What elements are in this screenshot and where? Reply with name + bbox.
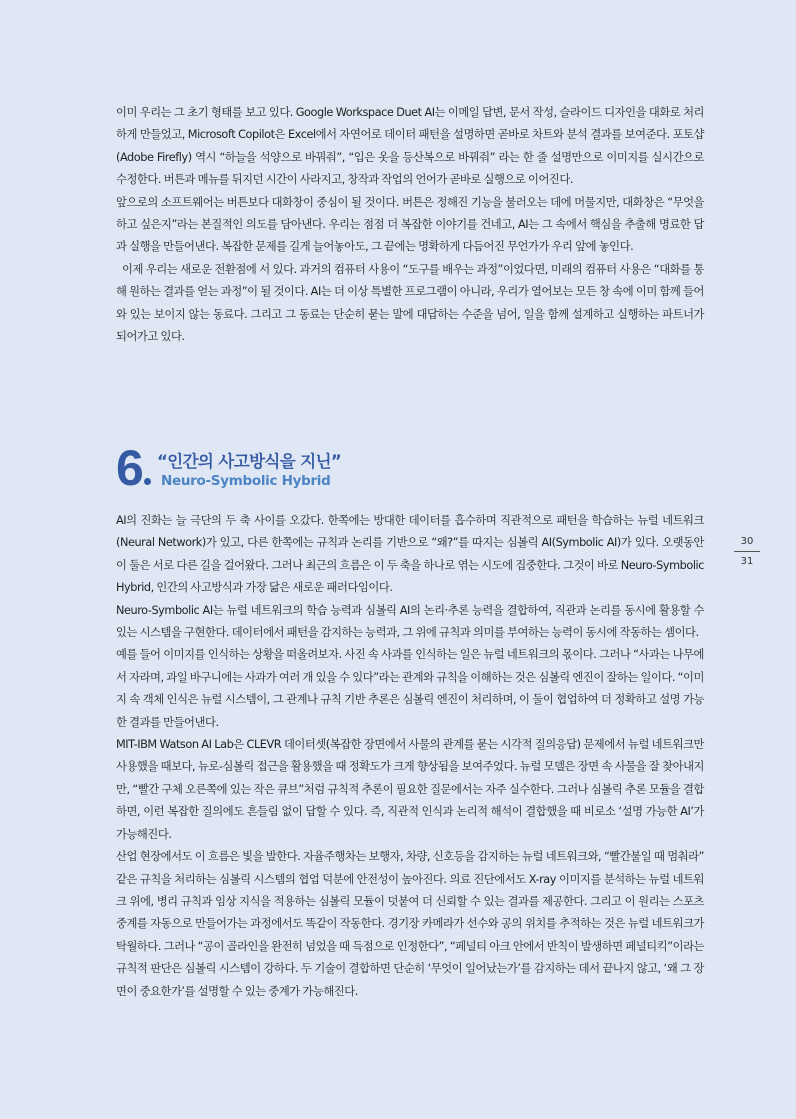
paragraph: AI의 진화는 늘 극단의 두 축 사이를 오갔다. 한쪽에는 방대한 데이터를 흡수하며 직관적으로 패턴을 학습하는 뉴럴 네트워크(Neural Network)가 있고, 다른 한쪽에는 규칙과 논리를 기반으로 “왜?”를 따지는 심볼릭 AI(Symbolic AI)가 있다. 오랫동안 이 둘은 서로 다른 길을 걸어왔다. 그러나 최근의 흐름은 이 두 축을 하나로 엮는 시도에 집중한다. 그것이 바로 Neuro-Symbolic Hybrid, 인간의 사고방식과 가장 닮은 새로운 패러다임이다. [116, 514, 704, 595]
section-number: 6 [116, 440, 144, 496]
page-number-divider [734, 551, 760, 552]
paragraph: 이제 우리는 새로운 전환점에 서 있다. 과거의 컴퓨터 사용이 “도구를 배우는 과정”이었다면, 미래의 컴퓨터 사용은 “대화를 통해 원하는 결과를 얻는 과정”이 될 것이다. AI는 더 이상 특별한 프로그램이 아니라, 우리가 열어보는 모든 창 속에 이미 함께 들어와 있는 보이지 않는 동료다. 그리고 그 동료는 단순히 묻는 말에 대답하는 수준을 넘어, 일을 함께 설계하고 실행하는 파트너가 되어가고 있다. [116, 262, 704, 344]
section-title: “인간의 사고방식을 지닌” [157, 452, 342, 471]
page-numbers [732, 533, 762, 570]
paragraph: 앞으로의 소프트웨어는 버튼보다 대화창이 중심이 될 것이다. 버튼은 정해진 기능을 불러오는 데에 머물지만, 대화창은 “무엇을 하고 싶은지”라는 본질적인 의도를 담아낸다. 우리는 점점 더 복잡한 이야기를 건네고, AI는 그 속에서 핵심을 추출해 명료한 답과 실행을 만들어낸다. 복잡한 문제를 길게 늘어놓아도, 그 끝에는 명확하게 다듬어진 무언가가 우리 앞에 놓인다. [116, 195, 704, 254]
intro-text [116, 102, 704, 348]
paragraph: 예를 들어 이미지를 인식하는 상황을 떠올려보자. 사진 속 사과를 인식하는 일은 뉴럴 네트워크의 몫이다. 그러나 “사과는 나무에서 자라며, 과일 바구니에는 사과가 여러 개 있을 수 있다”라는 관계와 규칙을 이해하는 것은 심볼릭 엔진이 잘하는 일이다. “이미지 속 객체 인식은 뉴럴 시스템이, 그 관계나 규칙 기반 추론은 심볼릭 엔진이 처리하며, 이 둘이 협업하여 더 정확하고 설명 가능한 결과를 만들어낸다. [116, 648, 704, 729]
paragraph: 산업 현장에서도 이 흐름은 빛을 발한다. 자율주행차는 보행자, 차량, 신호등을 감지하는 뉴럴 네트워크와, “빨간불일 때 멈춰라” 같은 규칙을 처리하는 심볼릭 시스템의 협업 덕분에 안전성이 높아진다. 의료 진단에서도 X-ray 이미지를 분석하는 뉴럴 네트워크 위에, 병리 규칙과 임상 지식을 적용하는 심볼릭 모듈이 덧붙여 더 신뢰할 수 있는 결과를 제공한다. 그리고 이 원리는 스포츠 중계를 자동으로 만들어가는 과정에서도 똑같이 작동한다. 경기장 카메라가 선수와 공의 위치를 추적하는 것은 뉴럴 네트워크가 탁월하다. 그러나 “공이 골라인을 완전히 넘었을 때 득점으로 인정한다”, “페널티 아크 안에서 반칙이 발생하면 페널티킥”이라는 규칙적 판단은 심볼릭 시스템이 강하다. 두 기술이 결합하면 단순히 ‘무엇이 일어났는가’를 감지하는 데서 끝나지 않고, ‘왜 그 장면이 중요한가’를 설명할 수 있는 중계가 가능해진다. [116, 850, 705, 998]
paragraph: Neuro-Symbolic AI는 뉴럴 네트워크의 학습 능력과 심볼릭 AI의 논리·추론 능력을 결합하여, 직관과 논리를 동시에 활용할 수 있는 시스템을 구현한다. 데이터에서 패턴을 감지하는 능력과, 그 위에 규칙과 의미를 부여하는 능력이 동시에 작동하는 셈이다. [116, 603, 704, 640]
paragraph: 이미 우리는 그 초기 형태를 보고 있다. Google Workspace Duet AI는 이메일 답변, 문서 작성, 슬라이드 디자인을 대화로 처리하게 만들었고, Microsoft Copilot은 Excel에서 자연어로 데이터 패턴을 설명하면 곧바로 차트와 분석 결과를 보여준다. 포토샵(Adobe Firefly) 역시 “하늘을 석양으로 바꿔줘”, “입은 옷을 등산복으로 바꿔줘” 라는 한 줄 설명만으로 이미지를 실시간으로 수정한다. 버튼과 메뉴를 뒤지던 시간이 사라지고, 창작과 작업의 언어가 곧바로 실행으로 이어진다. [116, 106, 704, 187]
page-number-right: 31 [740, 556, 754, 567]
section-body [116, 510, 704, 1003]
section-heading [116, 440, 516, 496]
page-number-left: 30 [740, 536, 754, 547]
section-subtitle: Neuro-Symbolic Hybrid [161, 473, 331, 489]
paragraph: MIT-IBM Watson AI Lab은 CLEVR 데이터셋(복잡한 장면에서 사물의 관계를 묻는 시각적 질의응답) 문제에서 뉴럴 네트워크만 사용했을 때보다, 뉴로-심볼릭 접근을 활용했을 때 정확도가 크게 향상됨을 보여주었다. 뉴럴 모델은 장면 속 사물을 잘 찾아내지만, “빨간 구체 오른쪽에 있는 작은 큐브”처럼 규칙적 추론이 필요한 질문에서는 자주 실수한다. 그러나 심볼릭 추론 모듈을 결합하면, 이런 복잡한 질의에도 흔들림 없이 답할 수 있다. 즉, 직관적 인식과 논리적 해석이 결합했을 때 비로소 ‘설명 가능한 AI’가 가능해진다. [116, 738, 704, 841]
section-number-dot [144, 478, 151, 485]
